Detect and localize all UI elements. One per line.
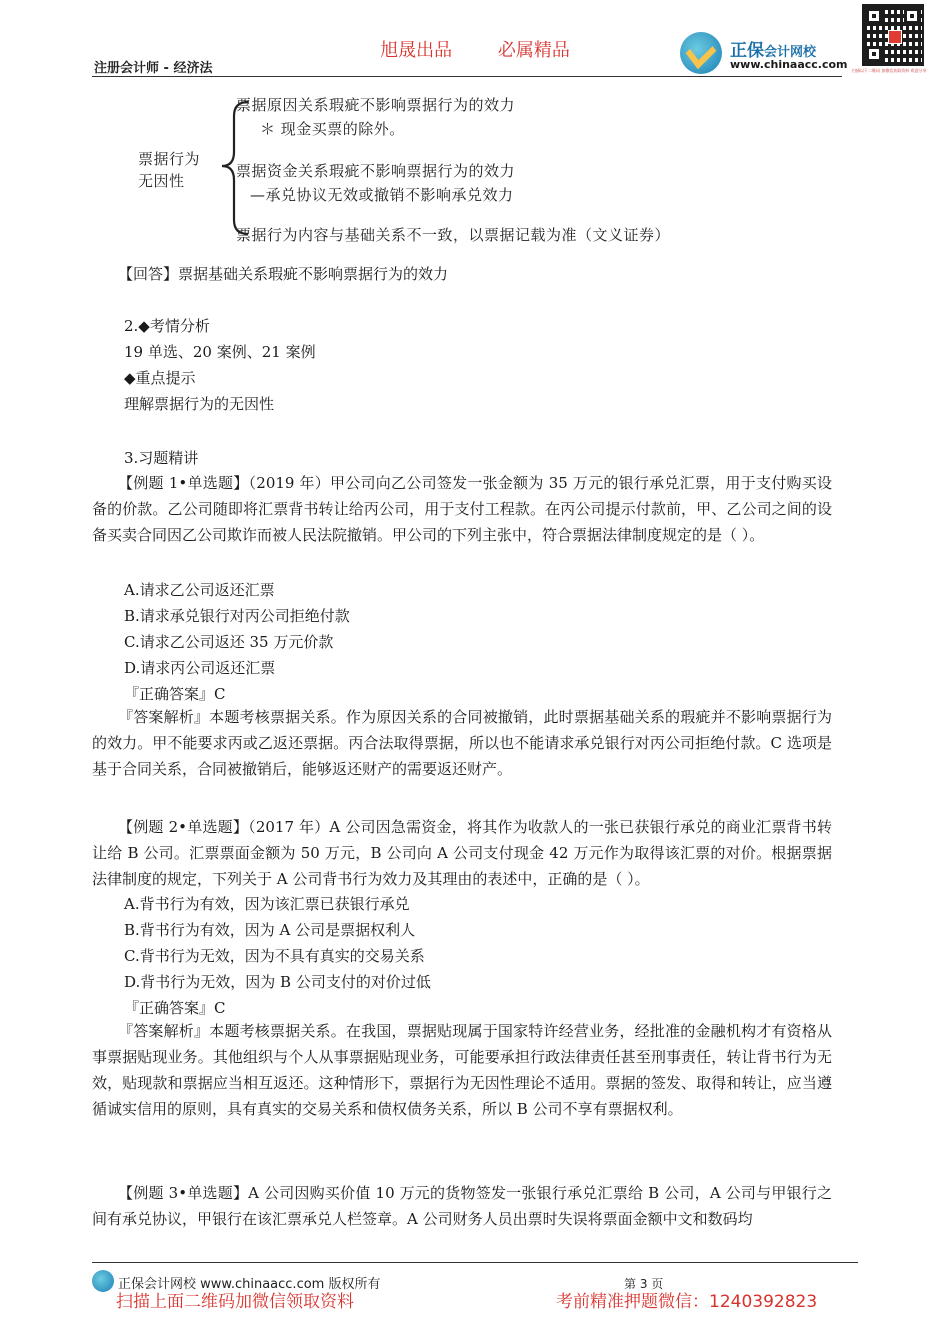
qr-badge-icon: [888, 30, 902, 44]
question-2-option-a: A.背书行为有效，因为该汇票已获银行承兑: [124, 895, 410, 913]
section-3-title: 3.习题精讲: [124, 449, 199, 467]
qr-code-icon: [862, 4, 924, 66]
question-2-option-d: D.背书行为无效，因为 B 公司支付的对价过低: [124, 973, 431, 991]
chinaacc-logo: [680, 30, 860, 76]
logo-emblem-icon: [680, 32, 722, 74]
question-1-option-a: A.请求乙公司返还汇票: [124, 581, 275, 599]
footer-logo-icon: [92, 1270, 114, 1292]
exam-history: 19 单选、20 案例、21 案例: [124, 343, 316, 361]
logo-url: www.chinaacc.com: [730, 58, 848, 71]
question-2-analysis: 『答案解析』本题考核票据关系。在我国，票据贴现属于国家特许经营业务，经批准的金融机构才有资格从事票据贴现业务。其他组织与个人从事票据贴现业务，可能要承担行政法律责任甚至刑事责任，转让背书行为无效，贴现款和票据应当相互返还。这种情形下，票据行为无因性理论不适用。票据的签发、取得和转让，应当遵循诚实信用的原则，具有真实的交易关系和债权债务关系，所以 B 公司不享有票据权利。: [92, 1022, 832, 1118]
diagram-branch-2: 票据资金关系瑕疵不影响票据行为的效力: [236, 162, 516, 180]
question-1-option-c: C.请求乙公司返还 35 万元价款: [124, 633, 334, 651]
question-1-answer: 『正确答案』C: [124, 685, 226, 703]
footer-promo-left: 扫描上面二维码加微信领取资料: [116, 1292, 354, 1312]
question-2-option-b: B.背书行为有效，因为 A 公司是票据权利人: [124, 921, 416, 939]
diagram-branch-3: 票据行为内容与基础关系不一致，以票据记载为准（文义证券）: [236, 226, 671, 244]
question-1-analysis: 『答案解析』本题考核票据关系。作为原因关系的合同被撤销，此时票据基础关系的瑕疵并不影响票据行为的效力。甲不能要求丙或乙返还票据。丙合法取得票据，所以也不能请求承兑银行对丙公司拒绝付款。C 选项是基于合同关系，合同被撤销后，能够返还财产的需要返还财产。: [92, 708, 832, 778]
question-1-option-b: B.请求承兑银行对丙公司拒绝付款: [124, 607, 350, 625]
brace-diagram: [130, 90, 770, 250]
footer-promo-right: 考前精准押题微信：1240392823: [556, 1292, 818, 1312]
course-title: 注册会计师 - 经济法: [94, 61, 213, 76]
diagram-branch-2-note: —承兑协议无效或撤销不影响承兑效力: [250, 186, 514, 204]
section-2-title: 2.◆考情分析: [124, 317, 210, 335]
diagram-branch-1: 票据原因关系瑕疵不影响票据行为的效力: [236, 96, 516, 114]
question-1-stem: 【例题 1•单选题】（2019 年）甲公司向乙公司签发一张金额为 35 万元的银行承兑汇票，用于支付购买设备的价款。乙公司随即将汇票背书转让给丙公司，用于支付工程款。在丙公司提示付款前，甲、乙公司之间的设备买卖合同因乙公司欺诈而被人民法院撤销。甲公司的下列主张中，符合票据法律制度规定的是（ ）。: [92, 474, 832, 544]
header-divider: [92, 76, 842, 77]
slogan-left: 旭晟出品: [380, 40, 453, 61]
page-number: 第 3 页: [624, 1277, 664, 1291]
question-1-option-d: D.请求丙公司返还汇票: [124, 659, 276, 677]
question-2-answer: 『正确答案』C: [124, 999, 226, 1017]
question-3-stem: 【例题 3•单选题】A 公司因购买价值 10 万元的货物签发一张银行承兑汇票给 B 公司，A 公司与甲银行之间有承兑协议，甲银行在该汇票承兑人栏签章。A 公司财务人员出票时失误将票面金额中文和数码均: [92, 1184, 832, 1228]
diagram-root-line2: 无因性: [138, 172, 185, 190]
footer-divider: [92, 1262, 858, 1263]
answer-line: 【回答】票据基础关系瑕疵不影响票据行为的效力: [118, 265, 449, 283]
qr-caption: 扫描以下二维码 加微信获取资料 欢迎分享: [852, 68, 927, 73]
key-point: 理解票据行为的无因性: [124, 395, 275, 413]
diagram-root-line1: 票据行为: [138, 150, 201, 168]
question-2-stem: 【例题 2•单选题】（2017 年）A 公司因急需资金，将其作为收款人的一张已获银行承兑的商业汇票背书转让给 B 公司。汇票票面金额为 50 万元，B 公司向 A 公司支付现金 42 万元作为取得该汇票的对价。根据票据法律制度的规定，下列关于 A 公司背书行为效力及其理由的表述中，正确的是（ ）。: [92, 818, 832, 888]
question-2-option-c: C.背书行为无效，因为不具有真实的交易关系: [124, 947, 425, 965]
key-point-title: ◆重点提示: [124, 369, 196, 387]
footer-copyright: 正保会计网校 www.chinaacc.com 版权所有: [118, 1277, 381, 1292]
slogan-right: 必属精品: [497, 40, 570, 61]
diagram-branch-1-note: ＊ 现金买票的除外。: [260, 120, 405, 138]
logo-title: 正保会计网校: [730, 41, 817, 61]
